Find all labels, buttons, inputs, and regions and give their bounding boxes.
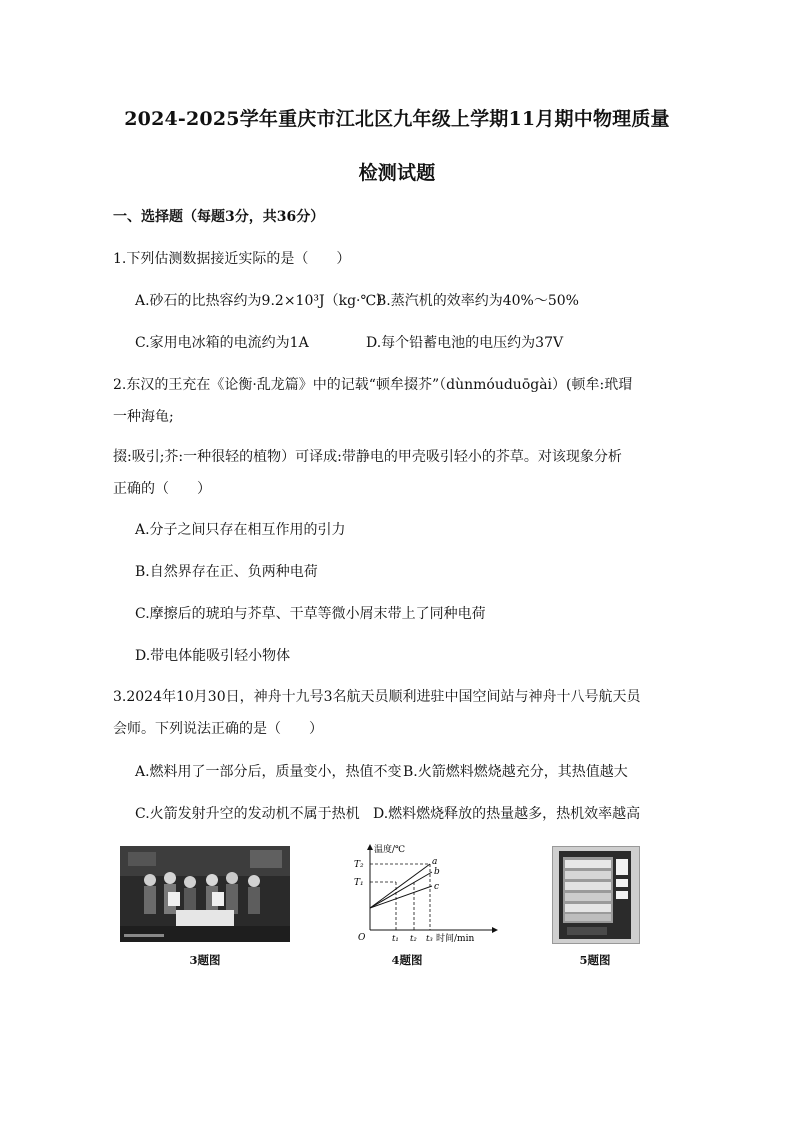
q2-option-c: C.摩擦后的琥珀与芥草、干草等微小屑末带上了同种电荷 bbox=[135, 606, 486, 622]
q3-option-d: D.燃料燃烧释放的热量越多，热机效率越高 bbox=[373, 806, 641, 822]
title-line-2: 检测试题 bbox=[358, 162, 436, 184]
q3-option-c: C.火箭发射升空的发动机不属于热机 bbox=[135, 806, 360, 822]
section-heading: 一、选择题（每题3分，共36分） bbox=[113, 209, 325, 225]
q1-option-d: D.每个铅蓄电池的电压约为37V bbox=[366, 335, 564, 351]
graph-line-a-label: a bbox=[432, 857, 438, 867]
title-line-1: 2024-2025学年重庆市江北区九年级上学期11月期中物理质量 bbox=[124, 108, 670, 130]
graph-line-c-label: c bbox=[434, 882, 440, 892]
figure-3-caption: 3题图 bbox=[189, 953, 221, 967]
graph-t1-label: T₁ bbox=[354, 878, 364, 888]
q3-stem-line-2: 会师。下列说法正确的是（ ） bbox=[113, 721, 323, 737]
graph-x2-label: t₂ bbox=[410, 934, 417, 944]
q3-option-a: A.燃料用了一部分后，质量变小，热值不变 bbox=[135, 764, 402, 780]
line-a bbox=[370, 864, 430, 908]
q1-option-c: C.家用电冰箱的电流约为1A bbox=[135, 335, 309, 351]
graph-t2-label: T₂ bbox=[354, 860, 364, 870]
q2-stem-line-3: 掇:吸引;芥:一种很轻的植物）可译成:带静电的甲壳吸引轻小的芥草。对该现象分析 bbox=[113, 449, 622, 465]
q2-stem-line-1: 2.东汉的王充在《论衡·乱龙篇》中的记载“顿牟掇芥”（dùnmóuduōgài）(顿牟:玳瑁 bbox=[113, 377, 633, 393]
q2-stem-line-2: 一种海龟; bbox=[113, 409, 174, 425]
q1-option-b: B.蒸汽机的效率约为40%～50% bbox=[376, 293, 579, 309]
figure-5-caption: 5题图 bbox=[579, 953, 611, 967]
vending-machine-photo bbox=[552, 846, 640, 944]
graph-origin-label: O bbox=[358, 933, 366, 943]
q3-option-b: B.火箭燃料燃烧越充分，其热值越大 bbox=[403, 764, 628, 780]
astronaut-photo bbox=[120, 846, 290, 942]
graph-x-label: 时间/min bbox=[436, 934, 475, 944]
line-b bbox=[370, 872, 432, 908]
figure-4-caption: 4题图 bbox=[391, 953, 423, 967]
q2-option-b: B.自然界存在正、负两种电荷 bbox=[135, 564, 318, 580]
q1-stem: 1.下列估测数据接近实际的是（ ） bbox=[113, 251, 351, 267]
q1-option-a: A.砂石的比热容约为9.2×10³J（kg·℃） bbox=[135, 293, 391, 309]
graph-line-b-label: b bbox=[434, 867, 440, 877]
graph-x3-label: t₃ bbox=[426, 934, 433, 944]
q2-option-d: D.带电体能吸引轻小物体 bbox=[135, 648, 291, 664]
temperature-time-graph bbox=[352, 842, 512, 948]
line-c bbox=[370, 886, 432, 908]
q2-option-a: A.分子之间只存在相互作用的引力 bbox=[135, 522, 346, 538]
q3-stem-line-1: 3.2024年10月30日，神舟十九号3名航天员顺利进驻中国空间站与神舟十八号航天员 bbox=[113, 689, 641, 705]
graph-x1-label: t₁ bbox=[392, 934, 399, 944]
graph-y-label: 温度/℃ bbox=[374, 845, 406, 855]
q2-stem-line-4: 正确的（ ） bbox=[113, 481, 211, 497]
